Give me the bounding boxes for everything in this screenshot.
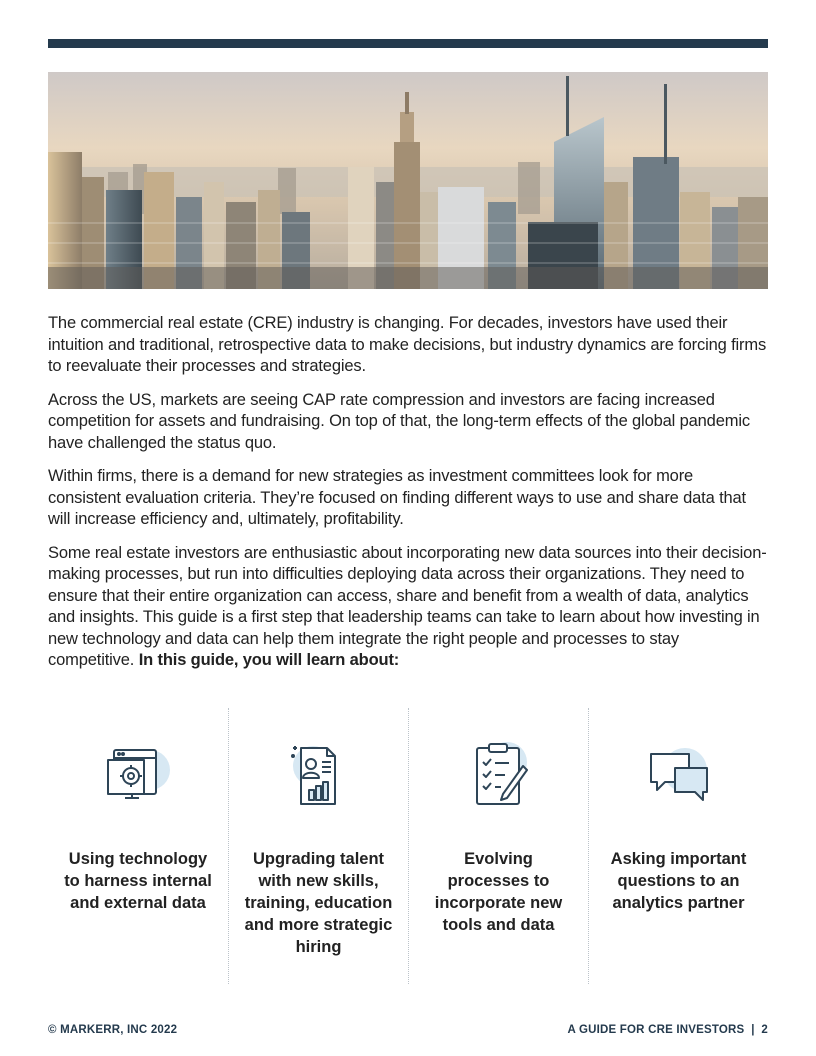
feature-label-processes: Evolving processes to incorporate new tools and data: [434, 850, 563, 934]
clipboard-checklist-icon: [459, 736, 539, 816]
talent-profile-document-icon: [279, 736, 359, 816]
paragraph-2: Across the US, markets are seeing CAP rate compression and investors are facing increased competition for assets and fundraising. On top of that, the long-term effects of the global pandemic have challenged the status quo.: [48, 390, 750, 452]
feature-questions: [588, 708, 768, 984]
intro-emphasis: In this guide, you will learn about:: [138, 651, 400, 669]
intro-body: [48, 313, 768, 684]
paragraph-4-text: Some real estate investors are enthusiastic about incorporating new data sources into their decision-making processes, but run into difficulties deploying data across their organizations. They need to ensure that their entire organization can access, share and benefit from a wealth of data, analytics and insights. This guide is a first step that leadership teams can take to learn about how investing in new technology and data can help them integrate the right people and processes to stay competitive.: [48, 543, 767, 669]
features-row: [48, 708, 768, 984]
feature-label-technology: Using technology to harness internal and external data: [64, 850, 212, 912]
feature-technology: [48, 708, 228, 984]
technology-gear-monitor-icon: [98, 736, 178, 816]
paragraph-3: Within firms, there is a demand for new strategies as investment committees look for more consistent evaluation criteria. They’re focused on finding different ways to use and share data that will increase efficiency and, ultimately, profitability.: [48, 467, 746, 528]
city-skyline-photo: [48, 72, 768, 289]
footer-guide-title-page: A GUIDE FOR CRE INVESTORS | 2: [567, 1024, 768, 1036]
feature-label-questions: Asking important questions to an analytics partner: [610, 850, 747, 912]
chat-bubbles-icon: [639, 736, 719, 816]
paragraph-4: [48, 543, 768, 672]
feature-processes: [408, 708, 588, 984]
feature-label-talent: Upgrading talent with new skills, training, education and more strategic hiring: [244, 850, 393, 956]
paragraph-1: The commercial real estate (CRE) industry is changing. For decades, investors have used their intuition and traditional, retrospective data to make decisions, but industry dynamics are forcing firms to reevaluate their processes and strategies.: [48, 314, 767, 375]
footer-copyright: © MARKERR, INC 2022: [48, 1024, 178, 1036]
top-accent-bar: [48, 39, 768, 48]
feature-talent: [228, 708, 408, 984]
